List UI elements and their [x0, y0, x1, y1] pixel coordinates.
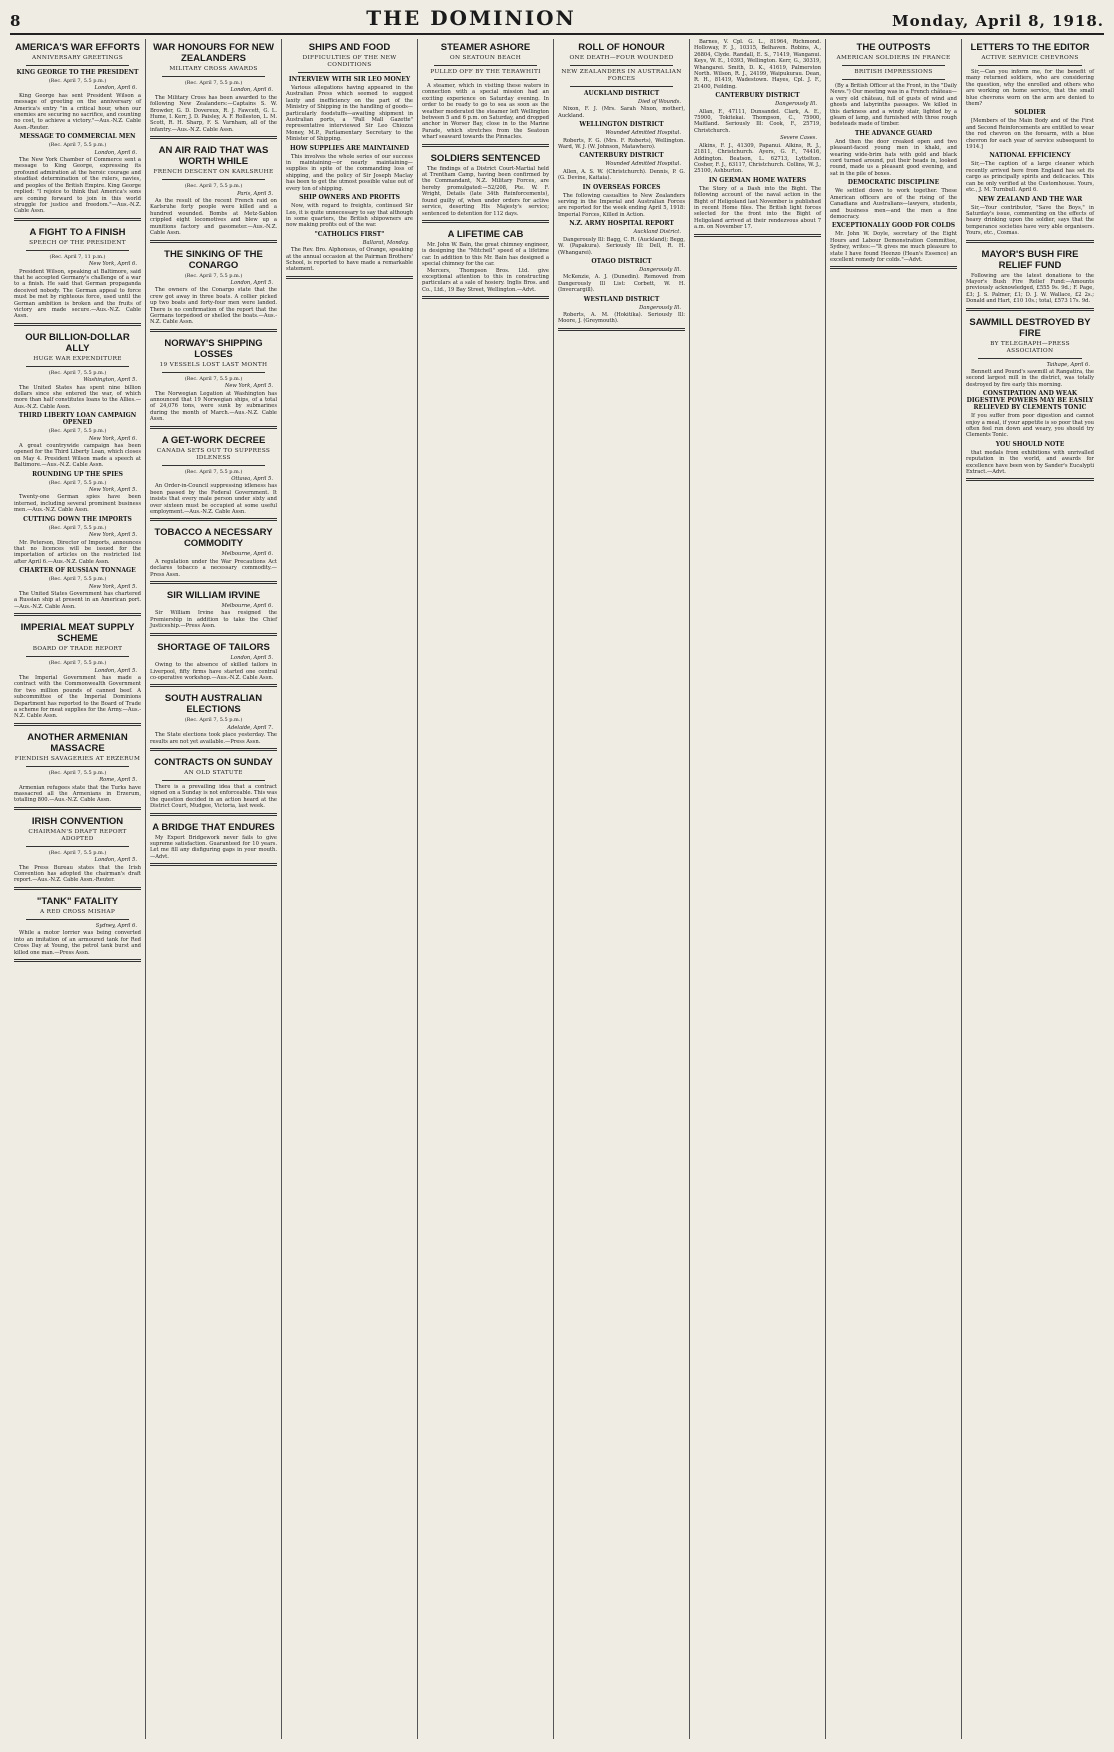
article-paragraph: We settled down to work together. These American officers are of the rising of the Canadians and Australians—lawyers, students, and business men—and the men a fine democracy.: [830, 188, 957, 220]
article-paragraph: Roberts, A. M. (Hokitika). Seriously Ill: Moore, J. (Greymouth).: [558, 311, 685, 325]
article: [830, 42, 957, 269]
section-heading: N.Z. ARMY HOSPITAL REPORT: [569, 220, 674, 228]
article-paragraph: While a motor lorrier was being converted into an imitation of an armoured tank for Red Cross Day at Young, the petrol tank burst and killed one man.—Press Assn.: [14, 930, 141, 956]
article: [150, 338, 277, 429]
article-separator: [150, 240, 277, 243]
article: [14, 42, 141, 221]
article-separator: [14, 323, 141, 326]
section-heading: AUCKLAND DISTRICT: [583, 90, 660, 97]
article-paragraph: Sir William Irvine has resigned the Premiership in addition to take the Chief Justiceship.—Press Assn.: [150, 610, 277, 630]
section-heading: SHIP OWNERS AND PROFITS: [299, 194, 400, 202]
article-subheading: MILITARY CROSS AWARDS: [169, 66, 258, 72]
divider-rule: [434, 79, 537, 80]
article-separator: [14, 959, 141, 962]
dateline: (Rec. April 7, 11 p.m.): [49, 253, 106, 260]
place-line: Sydney, April 6.: [95, 922, 137, 929]
article-separator: [422, 144, 549, 147]
divider-rule: [162, 179, 265, 180]
article-paragraph: Mr. John W. Bain, the great chimney engineer, is designing the "Mitchell" speed of a lifetime car. In addition to this Mr. Bain has designed a special chimney for the car.: [422, 241, 549, 268]
article-paragraph: The Military Cross has been awarded to the following New Zealanders:—Captains S. W. Browder, G. D. Dovereux, R. J. Fawcett, G. L. Hume, I. Kerr, J. D. Paisley, A. F. Rolleston, L. M. Scott, R. H. Sharp, F. S. Varnham, all of the infantry.—Aus.-N.Z. Cable Assn.: [150, 94, 277, 133]
article-separator: [150, 748, 277, 751]
divider-rule: [298, 72, 401, 73]
article-separator: [558, 328, 685, 331]
place-line: Taihape, April 6.: [1046, 361, 1090, 368]
place-line: Ottawa, April 5.: [231, 476, 273, 482]
article-headline: SIR WILLIAM IRVINE: [166, 590, 261, 602]
article-headline: NORWAY'S SHIPPING LOSSES: [164, 337, 263, 360]
article-subheading: BOARD OF TRADE REPORT: [32, 646, 123, 653]
section-heading: IN OVERSEAS FORCES: [582, 183, 661, 191]
section-heading: INTERVIEW WITH SIR LEO MONEY: [288, 76, 411, 83]
section-heading: "CATHOLICS FIRST": [314, 230, 385, 238]
article: [150, 527, 277, 584]
section-heading: IN GERMAN HOME WATERS: [708, 176, 807, 184]
article-paragraph: Various allegations having appeared in the Australian Press which seemed to suggest laxity and inefficiency on the part of the Ministry of Shipping in the handling of goods—particularly foodstuffs—awaiting shipment in Australian ports, a "Pall Mall Gazette" representative interviewed Sir Leo Chiozza Money, M.P., Parliamentary Secretary to the Minister of Shipping.: [286, 85, 413, 143]
article-subheading: AMERICAN SOLDIERS IN FRANCE: [836, 55, 951, 61]
article-headline: A FIGHT TO A FINISH: [29, 226, 126, 238]
dateline: (Rec. April 7, 5.5 p.m.): [48, 524, 107, 531]
article-subheading: SPEECH OF THE PRESIDENT: [29, 239, 126, 246]
column-8: [962, 39, 1098, 1739]
section-heading: THE ADVANCE GUARD: [854, 129, 933, 137]
article-paragraph: A great countrywide campaign has been opened for the Third Liberty Loan, which closes on May 4. President Wilson made a speech at Baltimore.—Aus.-N.Z. Cable Assn.: [14, 443, 141, 469]
divider-rule: [978, 358, 1082, 359]
place-line: Melbourne, April 6.: [221, 603, 273, 610]
divider-rule: [26, 919, 129, 920]
article-headline: THE SINKING OF THE CONARGO: [164, 248, 263, 271]
section-heading: HOW SUPPLIES ARE MAINTAINED: [289, 144, 410, 152]
divider-rule: [570, 86, 673, 87]
article-subheading: ONE DEATH—FOUR WOUNDED: [569, 55, 674, 61]
divider-rule: [162, 465, 265, 466]
article-paragraph: My Expert Bridgework never fails to give supreme satisfaction. Guaranteed for 10 years. Let me fill any disfiguring gaps in your mouth.—Advt.: [150, 834, 277, 860]
article-headline: SAWMILL DESTROYED BY FIRE: [969, 316, 1091, 339]
article-separator: [14, 218, 141, 221]
article-headline: A BRIDGE THAT ENDURES: [152, 821, 275, 833]
column-6: [690, 39, 826, 1739]
dateline: (Rec. April 7, 5.5 p.m.): [48, 428, 107, 435]
section-heading: CUTTING DOWN THE IMPORTS: [23, 515, 132, 523]
dateline: (Rec. April 7, 5.5 p.m.): [48, 369, 107, 376]
place-line: London, April 6.: [230, 87, 273, 94]
dateline: (Rec. April 7, 5.5 p.m.): [48, 660, 107, 667]
article-paragraph: Now, with regard to freights, continued Sir Leo, it is quite unnecessary to say that although in some quarters, the British shipowners are now making profits out of the war.: [286, 203, 413, 229]
article-paragraph: Twenty-one German spies have been interned, including several prominent business men.—Aus.-N.Z. Cable Assn.: [14, 494, 141, 514]
place-line: Dangerously Ill.: [775, 101, 817, 108]
article-headline: ANOTHER ARMENIAN MASSACRE: [27, 731, 128, 754]
place-line: New York, April 5.: [88, 532, 137, 539]
article: [150, 642, 277, 688]
place-line: Melbourne, April 6.: [221, 551, 273, 558]
dateline: (Rec. April 7, 5.5 p.m.): [48, 849, 107, 856]
newspaper-title: THE DOMINION: [366, 6, 576, 30]
divider-rule: [26, 65, 129, 66]
article-paragraph: The owners of the Conargo state that the crew got away in three boats. A collier picked up two boats and forty-four men were landed. There is no confirmation of the report that the Germans torpedoed or shelled the boats.—Aus.-N.Z. Cable Assn.: [150, 287, 277, 326]
article-paragraph: A steamer, which in visiting these waters in connection with a special mission had an exciting experience on Saturday evening. In order to be ready to go to sea as soon as the weather moderated the steamer left Wellington between 5 and 6 p.m. on Saturday, and dropped anchor in Worser Bay, close in to the Marine Parade, which stretches from the Seatoun wharf seaward towards the Pinnacles.: [422, 83, 549, 141]
divider-rule: [162, 76, 265, 77]
divider-rule: [26, 766, 129, 767]
article-paragraph: The Rev. Bro. Alphonsus, of Orange, speaking at the annual occasion at the Pairman Brothers' School, is reported to have made a remarkable statement.: [286, 247, 413, 273]
place-line: Dangerously Ill.: [639, 304, 681, 311]
article-paragraph: The Story of a Dash into the Bight. The following account of the naval action in the Bight of Heligoland last November is published in recent Home files. The British light forces selected for the front into the Bight of Heligoland arrived at their rendezvous about 7 a.m. on November 17.: [694, 185, 821, 231]
article-headline: LETTERS TO THE EDITOR: [970, 42, 1090, 53]
dateline: (Rec. April 7, 5.5 p.m.): [48, 78, 107, 84]
dateline: (Rec. April 7, 5.5 p.m.): [184, 468, 243, 475]
article-separator: [150, 136, 277, 139]
article-paragraph: Allan, F., 47111, Dunsandel. Clark, A. E., 75900, Tokitekai. Thompson, C., 75900, Maitland. Seriously Ill: Cook, F., 25719, Christchurch.: [694, 108, 821, 134]
divider-rule: [162, 780, 265, 781]
article-paragraph: Dangerously Ill: Bagg, C. R. (Auckland); Begg, W. (Papakura). Seriously Ill: Dell, R. H. (Whangarei).: [558, 236, 685, 256]
section-heading: NATIONAL EFFICIENCY: [989, 152, 1071, 160]
article-subheading: FIENDISH SAVAGERIES AT ERZERUM: [14, 755, 141, 762]
article: [150, 249, 277, 332]
article-headline: MAYOR'S BUSH FIRE RELIEF FUND: [981, 248, 1079, 271]
article-subheading: CHAIRMAN'S DRAFT REPORT ADOPTED: [28, 828, 127, 842]
divider-rule: [570, 65, 673, 66]
article: [150, 42, 277, 139]
article-paragraph: The following casualties to New Zealanders serving in the Imperial and Australian Forces are reported for the week ending April 5, 1918: Imperial Forces, Killed in Action.: [558, 192, 685, 218]
place-line: Wounded Admitted Hospital.: [605, 130, 681, 137]
article-paragraph: Sir,—Your contributor, "Save the Boys," in Saturday's issue, commenting on the effects of heavy drinking upon the soldier, says that the temperance societies have very able organisers. Yours, etc., Cosmas.: [966, 204, 1094, 237]
article-subheading: ANNIVERSARY GREETINGS: [31, 55, 123, 61]
article: [14, 332, 141, 616]
divider-rule: [26, 366, 129, 367]
place-line: New York, April 6.: [88, 435, 137, 442]
columns-container: [10, 39, 1104, 1739]
article-headline: SHORTAGE OF TAILORS: [157, 641, 270, 653]
article-headline: AN AIR RAID THAT WAS WORTH WHILE: [158, 145, 269, 168]
column-5: [554, 39, 690, 1739]
article: [150, 693, 277, 751]
article-headline: OUR BILLION-DOLLAR ALLY: [25, 331, 130, 354]
section-heading: WESTLAND DISTRICT: [583, 295, 660, 303]
article-subheading: HUGE WAR EXPENDITURE: [33, 355, 122, 362]
dateline: (Rec. April 7, 5.5 p.m.): [184, 183, 243, 190]
article-headline: SOUTH AUSTRALIAN ELECTIONS: [164, 693, 263, 716]
section-heading: CANTERBURY DISTRICT: [579, 152, 664, 160]
article-subheading: PULLED OFF BY THE TERAWHITI: [430, 69, 541, 75]
section-heading: YOU SHOULD NOTE: [995, 440, 1065, 448]
article: [14, 622, 141, 726]
article-paragraph: McKenzie, A. J. (Dunedin). Removed from Dangerously Ill List: Corbett, W. H. (Invercargill).: [558, 274, 685, 294]
article-separator: [422, 220, 549, 223]
divider-rule: [26, 250, 129, 251]
place-line: Washington, April 5.: [83, 377, 137, 384]
article-paragraph: Alkins, F. J., 41309, Papanui. Alkins, R. J., 21811, Christchurch. Ayers, G. F., 74416, Addington. Beatson, L. 62713, Lyttelton. Cosher, F. J., 63117, Christchurch. Collins, W. J., 25100, Ashburton.: [694, 142, 821, 175]
dateline: (Rec. April 7, 5.5 p.m.): [48, 142, 107, 149]
section-heading: CANTERBURY DISTRICT: [715, 92, 800, 100]
article: [150, 435, 277, 522]
article-headline: IRISH CONVENTION: [31, 815, 124, 827]
dateline: (Rec. April 7, 5.5 p.m.): [184, 80, 243, 86]
issue-date: Monday, April 8, 1918.: [892, 12, 1104, 30]
article-subheading: AN OLD STATUTE: [184, 769, 243, 776]
article-separator: [14, 887, 141, 890]
section-heading: CONSTIPATION AND WEAK DIGESTIVE POWERS MAY BE EASILY RELIEVED BY CLEMENTS TONIC: [966, 390, 1094, 412]
article-separator: [150, 813, 277, 816]
article-paragraph: The United States has spent nine billion dollars since she entered the war, of which more than half constitutes loans to the Allies.—Aus.-N.Z. Cable Assn.: [14, 384, 141, 410]
article-paragraph: Following are the latest donations to the Mayor's Bush Fire Relief Fund:—Amounts previously acknowledged, £555 9s. 9d.; F. Page, £3; J. S. Palmer, £1; D. J. W. Wallace, £2 2s.; Donald and Hart, £10 10s.; total, £573 17s. 9d.: [966, 272, 1094, 305]
article-headline: ROLL OF HONOUR: [578, 42, 665, 53]
page-number: 8: [10, 12, 21, 30]
column-4: [418, 39, 554, 1739]
article-paragraph: The State elections took place yesterday. The results are not yet available.—Press Assn.: [150, 732, 277, 745]
article-subheading: CANADA SETS OUT TO SUPPRESS IDLENESS: [156, 447, 271, 461]
article-headline: IMPERIAL MEAT SUPPLY SCHEME: [20, 622, 135, 645]
article-paragraph: The findings of a District Court-Martial held at Trentham Camp, having been confirmed by the Commandant, N.Z. Military Forces, are hereby promulgated:—52/208, Pte. W. F. Wright, Details (late 34th Reinforcements), found guilty of, when under orders for active service, deserting His Majesty's service; sentenced to detention for 112 days.: [422, 165, 549, 217]
article: [14, 732, 141, 810]
section-heading: KING GEORGE TO THE PRESIDENT: [16, 69, 139, 76]
article-paragraph: [Members of the Main Body and of the First and Second Reinforcements are entitled to wear the red chevron on the forearm, with a blue chevron for each year of service subsequent to 1914.]: [966, 118, 1094, 151]
article-separator: [150, 518, 277, 521]
article-headline: WAR HONOURS FOR NEW ZEALANDERS: [153, 42, 274, 64]
article: [14, 896, 141, 962]
divider-rule: [434, 65, 537, 66]
article-headline: "TANK" FATALITY: [36, 895, 119, 907]
article-separator: [150, 684, 277, 687]
article-separator: [830, 266, 957, 269]
article-subheading: BRITISH IMPRESSIONS: [854, 69, 933, 75]
divider-rule: [162, 372, 265, 373]
divider-rule: [842, 79, 945, 80]
place-line: London, April 5.: [230, 279, 273, 286]
place-line: London, April 5.: [230, 654, 273, 661]
article-paragraph: The Press Bureau states that the Irish Convention has adopted the chairman's draft report.—Aus.-N.Z. Cable Assn.-Reuter.: [14, 864, 141, 884]
article-paragraph: Mercers, Thompson Bros. Ltd. give exceptional attention to this in constructing particulars at a sale of hosiery. Inglis Bros. and Co., Ltd., 19 Bay Street, Wellington.—Advt.: [422, 267, 549, 293]
place-line: London, April 5.: [94, 667, 137, 674]
article-separator: [966, 308, 1094, 311]
article-paragraph: Nixon, F. J. (Mrs. Sarah Nixon, mother), Auckland.: [558, 106, 685, 119]
place-line: New York, April 5.: [224, 383, 273, 390]
article-paragraph: The United States Government has chartered a Russian ship at present in an American port.—Aus.-N.Z. Cable Assn.: [14, 590, 141, 610]
article: [558, 42, 685, 331]
dateline: (Rec. April 7, 5.5 p.m.): [48, 576, 107, 583]
divider-rule: [26, 846, 129, 847]
article: [966, 317, 1094, 482]
article-headline: SOLDIERS SENTENCED: [430, 152, 541, 164]
article: [150, 590, 277, 636]
article-paragraph: And then the door creaked open and two pleasant-faced young men in khaki, and wearing wide-brim hats with gold and black cord turned around, put their heads in, looked round, made us a pleasant good evening, and sat in the pile of boxes.: [830, 138, 957, 177]
article-headline: A LIFETIME CAB: [447, 228, 524, 240]
article-paragraph: The New York Chamber of Commerce sent a message to King George, expressing its profound admiration at the heroic courage and steadfast determination of the rulers, navies, and peoples of the British Empire. King George replied: "I rejoice to think that America's sons are coming forward to join in this world struggle for justice and freedom."—Aus.-N.Z. Cable Assn.: [14, 157, 141, 215]
dateline: (Rec. April 7, 5.5 p.m.): [184, 272, 243, 279]
article-paragraph: Armenian refugees state that the Turks have massacred all the Armenians in Erzerum, totalling 800.—Aus.-N.Z. Cable Assn.: [14, 784, 141, 804]
article-paragraph: Barnes, V. Cpl. G. L., 81964, Richmond. Holloway, F. J., 10315, Belhaven. Robins, A., 26804, Clyde. Randall, E. S., 71419, Wanganui. Keys, W. E., 10393, Wellington. Kerr, G., 30319, Whangarei. Smith, D. K., 41619, Palmerston North. Wilson, R. J., 24199, Waipukurau. Dean, R. H., 81419, Wadestown. Hayes, Cpl. J. F., 21400, Feilding.: [694, 39, 821, 90]
article-paragraph: Mr. John W. Doyle, secretary of the Eight Hours and Labour Demonstration Committee, Sydney, writes:—"It gives me much pleasure to state I have found Heenzo (Hean's Essence) an excellent remedy for colds."—Advt.: [830, 231, 957, 263]
article-paragraph: An Order-in-Council suppressing idleness has been passed by the Federal Government. It insists that every male person under sixty and over sixteen must be occupied at some useful employment.—Aus.-N.Z. Cable Assn.: [150, 483, 277, 516]
article: [422, 153, 549, 223]
article: [966, 42, 1094, 243]
section-heading: OTAGO DISTRICT: [591, 257, 652, 265]
article-headline: TOBACCO A NECESSARY COMMODITY: [154, 527, 273, 550]
article-paragraph: The Imperial Government has made a contract with the Commonwealth Government for two million pounds of canned beef. A subcommittee of the Imperial Dominions Department has reported to the Board of Trade a scheme for meat supplies for the Army.—Aus.-N.Z. Cable Assn.: [14, 674, 141, 720]
article-paragraph: that medals from exhibitions with unrivalled reputation in the world, and awards for excellence have been won by Sander's Eucalypti Extract.—Advt.: [966, 449, 1094, 476]
section-heading: EXCEPTIONALLY GOOD FOR COLDS: [831, 222, 956, 230]
article-headline: SHIPS AND FOOD: [308, 42, 391, 53]
place-line: Died of Wounds.: [638, 99, 681, 105]
article-subheading: NEW ZEALANDERS IN AUSTRALIAN FORCES: [561, 69, 682, 82]
place-line: Rome, April 5.: [99, 777, 137, 784]
section-heading: MESSAGE TO COMMERCIAL MEN: [19, 133, 136, 141]
article-paragraph: President Wilson, speaking at Baltimore, said that he accepted Germany's challenge of a war to a finish. He said that German propaganda deceived nobody. The German appeal to force must be met by righteous force, used until the German ambition is broken and the fruits of victory are made secure.—Aus.-N.Z. Cable Assn.: [14, 268, 141, 320]
article-separator: [150, 426, 277, 429]
article-separator: [150, 329, 277, 332]
article-subheading: 19 VESSELS LOST LAST MONTH: [159, 361, 268, 368]
article-separator: [14, 613, 141, 616]
article-headline: A GET-WORK DECREE: [161, 434, 266, 446]
article-paragraph: Roberts, F. G. (Mrs. F. Roberts), Wellington. Ward, W. J. (W. Johnson, Matawhero).: [558, 137, 685, 151]
divider-rule: [978, 65, 1082, 66]
dateline: (Rec. April 7, 5.5 p.m.): [48, 769, 107, 776]
article-paragraph: Allen, A. S. W. (Christchurch). Dennis, P. G. (G. Devine, Kaitaia).: [558, 168, 685, 182]
section-heading: CHARTER OF RUSSIAN TONNAGE: [19, 567, 136, 575]
article-headline: STEAMER ASHORE: [440, 42, 531, 53]
section-heading: ROUNDING UP THE SPIES: [32, 470, 123, 478]
article: [422, 229, 549, 299]
article: [150, 145, 277, 242]
section-heading: NEW ZEALAND AND THE WAR: [977, 195, 1083, 203]
article-headline: CONTRACTS ON SUNDAY: [154, 756, 273, 768]
article: [150, 757, 277, 816]
article-paragraph: King George has sent President Wilson a message of greeting on the anniversary of America's entry "in a critical hour, when our enemies are securing no sacrifice, and counting no cost, to achieve a victory."—Aus.-N.Z. Cable Assn.-Reuter.: [14, 92, 141, 131]
place-line: Dangerously Ill.: [639, 266, 681, 273]
place-line: Auckland District.: [633, 229, 681, 236]
article-separator: [966, 240, 1094, 243]
article-subheading: DIFFICULTIES OF THE NEW CONDITIONS: [302, 55, 397, 68]
column-1: [10, 39, 146, 1739]
article-subheading: ACTIVE SERVICE CHEVRONS: [981, 55, 1079, 61]
article-separator: [14, 807, 141, 810]
article-paragraph: As the result of the recent French raid on Karlsruhe forty people were killed and a hundred wounded. Bombs at Metz-Sablon crippled eight locomotives and blew up a munitions factory and gasometer.—Aus.-N.Z. Cable Assn.: [150, 198, 277, 237]
article-separator: [286, 276, 413, 279]
section-heading: SOLDIER: [1014, 109, 1046, 117]
article-subheading: FRENCH DESCENT ON KARLSRUHE: [153, 169, 274, 176]
place-line: London, April 5.: [94, 857, 137, 864]
article: [150, 822, 277, 867]
place-line: London, April 6.: [94, 149, 137, 156]
dateline: (Rec. April 7, 5.5 p.m.): [48, 479, 107, 486]
article-headline: THE OUTPOSTS: [856, 42, 931, 53]
column-2: [146, 39, 282, 1739]
article-paragraph: There is a prevailing idea that a contract signed on a Sunday is not enforceable. This was the question decided in an action heard at the District Court, Mudgee, Victoria, last week.: [150, 783, 277, 810]
masthead: [10, 6, 1104, 35]
article-headline: AMERICA'S WAR EFFORTS: [15, 42, 140, 53]
article-paragraph: This involves the whole series of our success in maintaining—or nearly maintaining—supplies in spite of the commanding loss of shipping, and the policy of Sir Joseph Maclay has been to get the utmost possible value out of every ton of shipping.: [286, 153, 413, 192]
article: [286, 42, 413, 279]
place-line: Ballarat, Monday.: [362, 239, 409, 246]
article-paragraph: The Norwegian Legation at Washington has announced that 19 Norwegian ships, of a total of 24,076 tons, were sunk by submarines during the month of March.—Aus.-N.Z. Cable Assn.: [150, 390, 277, 423]
place-line: New York, April 6.: [88, 261, 137, 268]
dateline: (Rec. April 7, 5.5 p.m.): [184, 717, 243, 724]
article-subheading: ON SEATOUN BEACH: [449, 55, 522, 61]
article: [966, 249, 1094, 311]
article: [694, 39, 821, 237]
place-line: Adelaide, April 7.: [227, 724, 273, 731]
section-heading: THIRD LIBERTY LOAN CAMPAIGN OPENED: [18, 412, 137, 427]
article-separator: [150, 581, 277, 584]
divider-rule: [842, 65, 945, 66]
article-separator: [14, 723, 141, 726]
section-heading: WELLINGTON DISTRICT: [579, 121, 664, 129]
article-paragraph: Sir,—Can you inform me, for the benefit of many returned soldiers, who are considering the question, why the enrolled and others who are working on home service, that the small blue chevrons worn on the arm are denied to them?: [966, 69, 1094, 108]
article-paragraph: A regulation under the War Precautions Act declares tobacco a necessary commodity.—Press Assn.: [150, 558, 277, 578]
article-paragraph: Bennett and Pound's sawmill at Rangatira, the second largest mill in the district, was totally destroyed by fire early this morning.: [966, 368, 1094, 388]
article: [422, 42, 549, 147]
column-3: [282, 39, 418, 1739]
place-line: New York, April 5.: [88, 583, 137, 590]
article: [14, 816, 141, 890]
article-paragraph: Sir,—The caption of a large cleaner which recently arrived here from England has set its cargo as principally spirits and delicacies. This can be only verified at the Customhouse. Yours, etc., J. M. Turnbull. April 6.: [966, 161, 1094, 194]
place-line: Paris, April 5.: [237, 190, 273, 197]
article-separator: [150, 633, 277, 636]
article-separator: [422, 296, 549, 299]
column-7: [826, 39, 962, 1739]
place-line: Severe Cases.: [780, 135, 817, 142]
article-paragraph: Mr. Peterson, Director of Imports, announces that no licences will be issued for the importation of articles on the restricted list after April 6.—Aus.-N.Z. Cable Assn.: [14, 539, 141, 565]
article-separator: [150, 863, 277, 866]
article-paragraph: (By a British Officer at the Front, in the "Daily News.") Our meeting was in a French château—a very old château, full of gusts of wind and ghosts and labyrinths passages. We killed in this darkness and a windy stair, lighted by a gleam of lamp, and furnished with three rough bedsteads made of timber.: [830, 83, 957, 128]
dateline: (Rec. April 7, 5.5 p.m.): [184, 375, 243, 382]
section-heading: DEMOCRATIC DISCIPLINE: [847, 179, 940, 187]
place-line: London, April 6.: [94, 85, 137, 92]
place-line: New York, April 5.: [88, 487, 137, 494]
place-line: Wounded Admitted Hospital.: [605, 161, 681, 168]
divider-rule: [26, 656, 129, 657]
article-separator: [966, 478, 1094, 481]
article: [14, 227, 141, 326]
article-separator: [694, 234, 821, 237]
article-paragraph: Owing to the absence of skilled tailors in Liverpool, fifty firms have started one central co-operative workshop.—Aus.-N.Z. Cable Assn.: [150, 662, 277, 681]
article-subheading: BY TELEGRAPH—PRESS ASSOCIATION: [990, 340, 1070, 354]
article-paragraph: If you suffer from poor digestion and cannot enjoy a meal, if your appetite is so poor that you often feel run down and weary, you should try Clements Tonic.: [966, 413, 1094, 439]
article-subheading: A RED CROSS MISHAP: [39, 908, 116, 915]
